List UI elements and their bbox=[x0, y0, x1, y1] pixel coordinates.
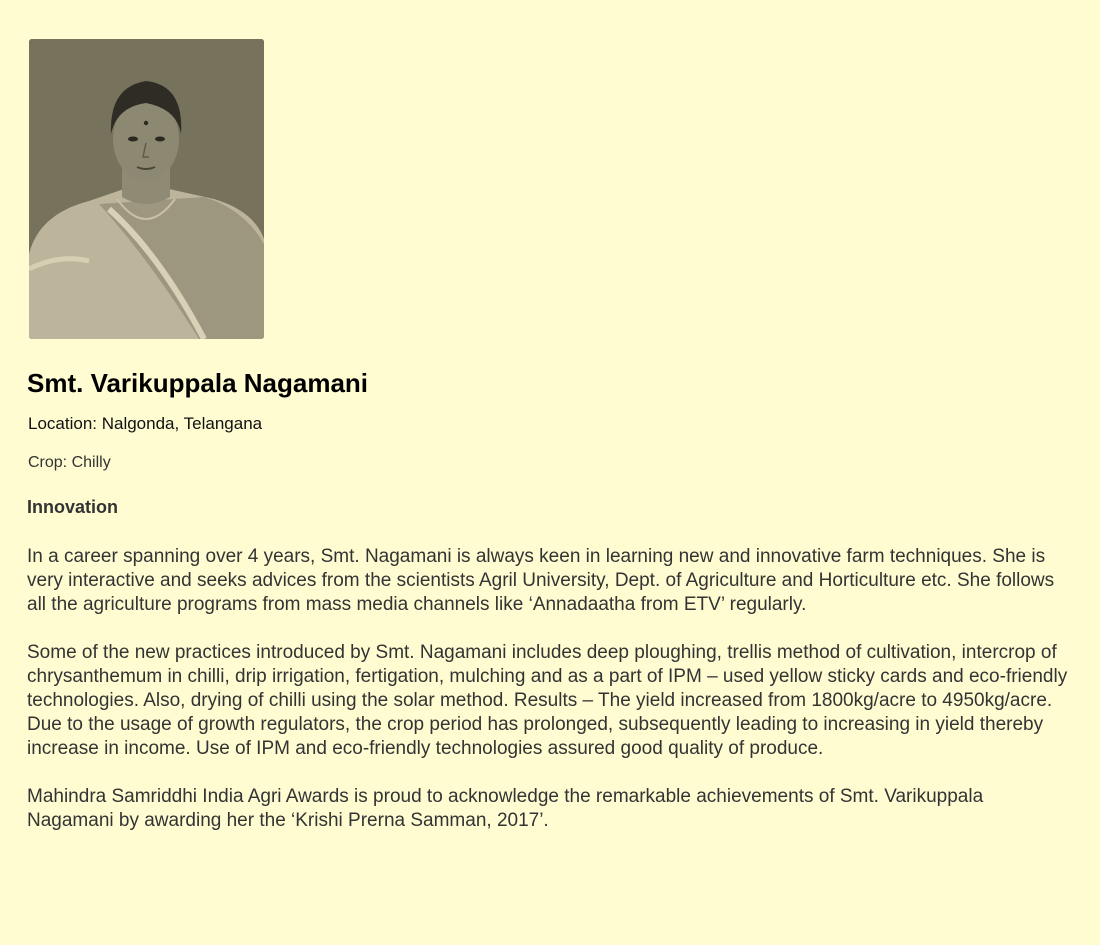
portrait-photo bbox=[29, 39, 264, 339]
portrait-illustration bbox=[29, 39, 264, 339]
paragraph-practices: Some of the new practices introduced by Smt. Nagamani includes deep ploughing, trellis method of cultivation, intercrop of chrysanthemum in chilli, drip irrigation, fertigation, mulching and as a part of IPM – used yellow sticky cards and eco-friendly technologies. Also, drying of chilli using the solar method. Results – The yield increased from 1800kg/acre to 4950kg/acre. Due to the usage of growth regulators, the crop period has prolonged, subsequently leading to increasing in yield thereby increase in income. Use of IPM and eco-friendly technologies assured good quality of produce. bbox=[27, 642, 1068, 759]
paragraph-award: Mahindra Samriddhi India Agri Awards is proud to acknowledge the remarkable achievements of Smt. Varikuppala Nagamani by awarding her the ‘Krishi Prerna Samman, 2017’. bbox=[27, 786, 984, 831]
crop-text: Crop: Chilly bbox=[28, 454, 111, 471]
innovation-heading: Innovation bbox=[27, 497, 118, 517]
paragraph-career: In a career spanning over 4 years, Smt. Nagamani is always keen in learning new and innovative farm techniques. She is very interactive and seeks advices from the scientists Agril University, Dept. of Agriculture and Horticulture etc. She follows all the agriculture programs from mass media channels like ‘Annadaatha from ETV’ regularly. bbox=[27, 546, 1055, 615]
location-text: Location: Nalgonda, Telangana bbox=[28, 414, 263, 433]
award-profile bbox=[27, 39, 1077, 833]
farmer-name: Smt. Varikuppala Nagamani bbox=[27, 368, 369, 398]
